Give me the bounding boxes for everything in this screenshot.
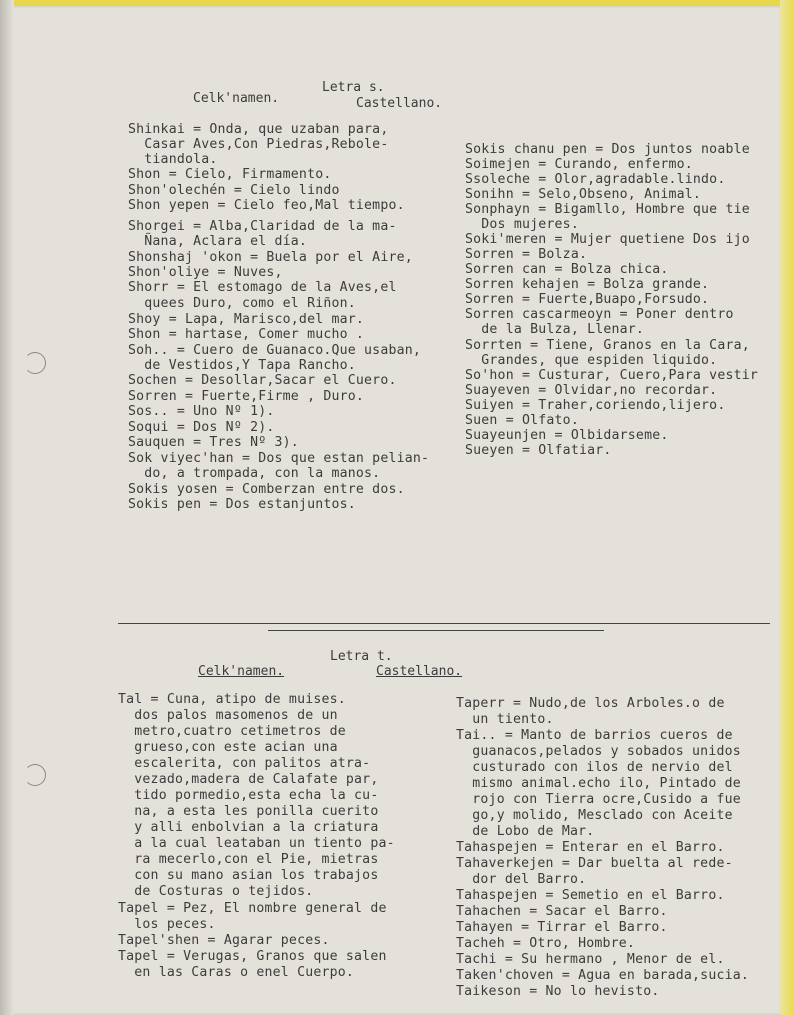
section-s-left-line: Ñana, Aclara el día. [128,234,308,249]
section-s-left-column-label: Celk'namen. [193,91,280,106]
section-s-right-line: Suen = Olfato. [465,413,579,428]
section-s-right-line: Soki'meren = Mujer quetiene Dos ijo [465,232,750,247]
section-t-right-column-label: Castellano. [376,664,463,679]
section-s-right-column-label: Castellano. [356,96,443,111]
section-t-right-line: Tacheh = Otro, Hombre. [456,936,636,951]
section-s-left-line: Sok viyec'han = Dos que estan pelian- [128,451,430,466]
section-t-left-line: Tapel = Verugas, Granos que salen [118,949,387,964]
section-s-right-line: Suiyen = Traher,coriendo,lijero. [465,398,726,413]
section-t-right-line: Tai.. = Manto de barrios cueros de [456,728,733,743]
section-t-right-line: Taken'choven = Agua en barada,sucia. [456,968,750,983]
binder-hole-icon [24,352,46,374]
page-stack-edge [0,0,14,1015]
section-s-left-line: Shon = hartase, Comer mucho . [128,327,365,342]
section-s-right-line: Soimejen = Curando, enfermo. [465,157,693,172]
section-s-right-line: Sorren kehajen = Bolza grande. [465,277,710,292]
section-s-left-line: Shon yepen = Cielo feo,Mal tiempo. [128,198,405,213]
section-s-right-line: Sorren = Fuerte,Buapo,Forsudo. [465,292,710,307]
section-s-left-line: Sochen = Desollar,Sacar el Cuero. [128,373,397,388]
section-s-left-line: Shinkai = Onda, que uzaban para, [128,122,389,137]
section-s-left-line: Shorr = El estomago de la Aves,el [128,280,397,295]
section-s-left-line: Shon = Cielo, Firmamento. [128,167,332,182]
section-t-right-line: go,y molido, Mesclado con Aceite [456,808,733,823]
section-t-left-column-label: Celk'namen. [198,664,285,679]
section-t-left-line: metro,cuatro cetimetros de [118,724,346,739]
section-t-left-line: grueso,con este acian una [118,740,338,755]
section-s-left-line: tiandola. [128,152,218,167]
section-divider [118,623,770,624]
section-s-left-line: Sokis yosen = Comberzan entre dos. [128,482,405,497]
section-s-left-line: Sos.. = Uno Nº 1). [128,404,275,419]
section-t-left-line: Tal = Cuna, atipo de muises. [118,692,346,707]
section-t-left-line: na, a esta les ponilla cuerito [118,804,379,819]
section-t-left-line: Tapel'shen = Agarar peces. [118,933,330,948]
section-s-right-line: Suayeunjen = Olbidarseme. [465,428,669,443]
section-t-right-line: dor del Barro. [456,872,587,887]
section-t-right-line: rojo con Tierra ocre,Cusido a fue [456,792,741,807]
section-s-left-line: Sokis pen = Dos estanjuntos. [128,497,356,512]
section-t-right-line: Tachi = Su hermano , Menor de el. [456,952,725,967]
section-t-right-line: mismo animal.echo ilo, Pintado de [456,776,741,791]
section-s-right-line: de la Bulza, Llenar. [465,322,645,337]
section-s-left-line: Soqui = Dos Nº 2). [128,420,275,435]
section-s-right-line: Sonphayn = Bigamllo, Hombre que tie [465,202,750,217]
section-t-right-line: custurado con ilos de nervio del [456,760,733,775]
section-s-right-line: Sorrten = Tiene, Granos en la Cara, [465,338,750,353]
section-s-left-line: Shonshaj 'okon = Buela por el Aire, [128,250,413,265]
section-t-left-line: vezado,madera de Calafate par, [118,772,379,787]
section-t-heading: Letra t. [330,649,393,664]
section-s-right-line: Dos mujeres. [465,217,579,232]
section-t-left-line: tido pormedio,esta echa la cu- [118,788,379,803]
section-t-left-line: con su mano asian los trabajos [118,868,379,883]
yellow-backing-right [780,0,794,1015]
section-s-left-line: Shoy = Lapa, Marisco,del mar. [128,312,365,327]
section-s-right-line: Grandes, que espiden liquido. [465,353,718,368]
section-t-right-line: Tahayen = Tirrar el Barro. [456,920,668,935]
section-t-left-line: los peces. [118,917,216,932]
section-t-left-line: escalerita, con palitos atra- [118,756,371,771]
section-s-right-line: Sorren cascarmeoyn = Poner dentro [465,307,734,322]
section-s-left-line: Shorgei = Alba,Claridad de la ma- [128,219,397,234]
section-t-right-line: Tahaspejen = Semetio en el Barro. [456,888,725,903]
section-t-right-line: un tiento. [456,712,554,727]
section-t-left-line: dos palos masomenos de un [118,708,338,723]
section-s-left-line: Sorren = Fuerte,Firme , Duro. [128,389,365,404]
section-t-right-line: Tahaverkejen = Dar buelta al rede- [456,856,733,871]
section-s-right-line: Sorren = Bolza. [465,247,588,262]
section-divider-short [268,630,604,631]
section-s-right-line: Sonihn = Selo,Obseno, Animal. [465,187,702,202]
section-t-left-line: Tapel = Pez, El nombre general de [118,901,387,916]
section-s-left-line: Soh.. = Cuero de Guanaco.Que usaban, [128,343,422,358]
section-t-right-line: de Lobo de Mar. [456,824,595,839]
section-s-right-line: Sokis chanu pen = Dos juntos noable [465,142,750,157]
section-s-left-line: de Vestidos,Y Tapa Rancho. [128,358,356,373]
section-s-left-line: Casar Aves,Con Piedras,Rebole- [128,137,389,152]
section-t-left-line: en las Caras o enel Cuerpo. [118,965,355,980]
section-t-right-line: Taikeson = No lo hevisto. [456,984,660,999]
section-s-right-line: Suayeven = Olvidar,no recordar. [465,383,718,398]
section-s-left-line: Shon'olechén = Cielo lindo [128,183,340,198]
section-s-heading: Letra s. [322,80,385,95]
section-s-left-line: do, a trompada, con la manos. [128,466,381,481]
section-t-left-line: ra mecerlo,con el Pie, mietras [118,852,379,867]
section-s-left-line: Shon'oliye = Nuves, [128,265,283,280]
section-t-right-line: Tahaspejen = Enterar en el Barro. [456,840,725,855]
section-t-right-line: Taperr = Nudo,de los Arboles.o de [456,696,725,711]
section-s-left-line: quees Duro, como el Riñon. [128,296,356,311]
section-t-right-line: Tahachen = Sacar el Barro. [456,904,668,919]
section-s-right-line: So'hon = Custurar, Cuero,Para vestir [465,368,759,383]
section-s-right-line: Sueyen = Olfatiar. [465,443,612,458]
section-s-right-line: Ssoleche = Olor,agradable.lindo. [465,172,726,187]
section-t-left-line: a la cual leataban un tiento pa- [118,836,395,851]
binder-hole-icon [24,764,46,786]
section-t-left-line: y alli enbolvian a la criatura [118,820,379,835]
section-s-right-line: Sorren can = Bolza chica. [465,262,669,277]
section-t-left-line: de Costuras o tejidos. [118,884,314,899]
section-t-right-line: guanacos,pelados y sobados unidos [456,744,741,759]
section-s-left-line: Sauquen = Tres Nº 3). [128,435,299,450]
